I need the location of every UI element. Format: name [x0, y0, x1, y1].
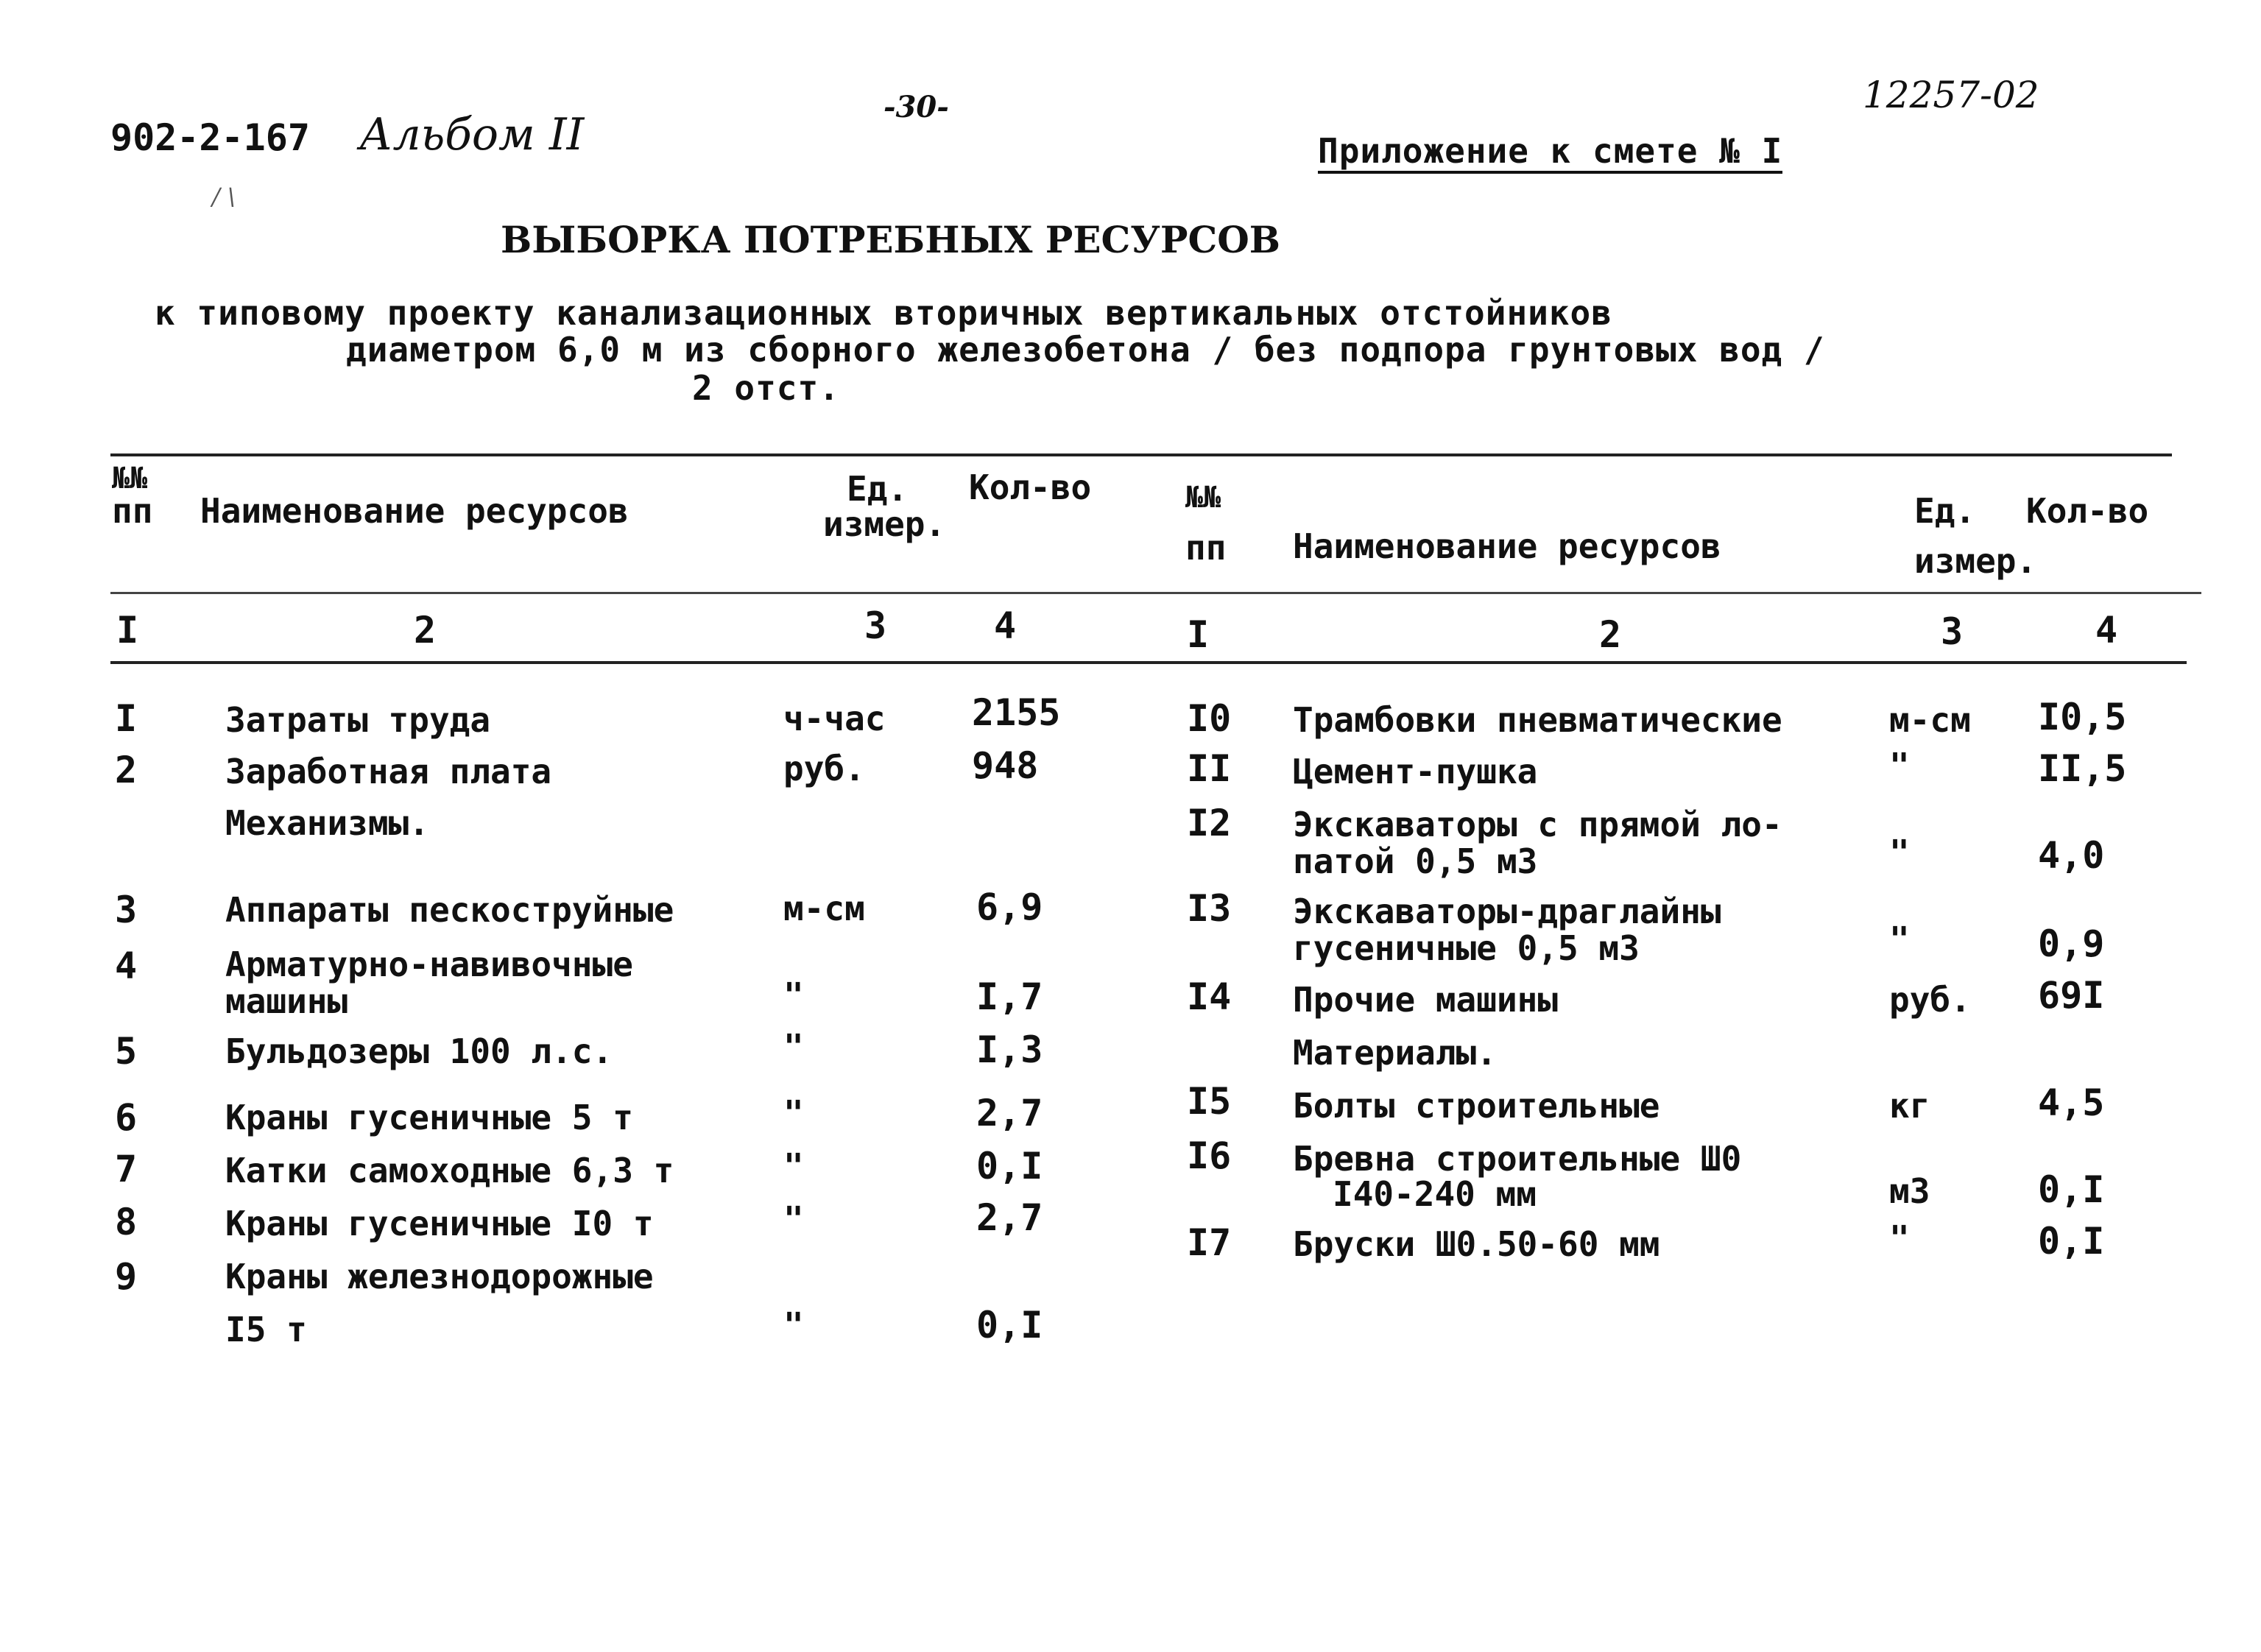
row-number: 6: [115, 1096, 138, 1139]
header-right-num-b: пп: [1185, 528, 1227, 568]
row-unit: ": [783, 1146, 804, 1186]
header-right-qty: Кол-во: [2026, 491, 2149, 531]
row-number: 5: [115, 1030, 138, 1073]
album-label: Альбом II: [359, 109, 585, 160]
title-line-2: диаметром 6,0 м из сборного железобетона / без подпора грунтовых вод /: [346, 330, 1825, 370]
row-number: I4: [1187, 975, 1232, 1018]
row-name: Затраты труда: [225, 700, 491, 740]
section-heading: Материалы.: [1293, 1033, 1497, 1073]
header-num-a: №№: [112, 462, 148, 495]
header-right-unit-a: Ед.: [1914, 491, 1976, 531]
row-number: I: [115, 697, 138, 740]
row-unit: ч-час: [783, 699, 886, 738]
header-right-name: Наименование ресурсов: [1293, 526, 1721, 566]
row-name: Краны гусеничные 5 т: [225, 1098, 633, 1137]
row-number: 8: [115, 1201, 138, 1243]
col-number: 4: [994, 604, 1017, 647]
header-name: Наименование ресурсов: [200, 491, 629, 531]
row-number: 2: [115, 749, 138, 791]
row-number: 3: [115, 889, 138, 931]
row-qty: I,7: [976, 975, 1043, 1018]
row-qty: I0,5: [2038, 696, 2127, 738]
row-unit: ": [1889, 833, 1910, 872]
row-name-continued: машины: [225, 981, 348, 1021]
row-name: Аппараты пескоструйные: [225, 890, 674, 930]
row-qty: 0,I: [976, 1145, 1043, 1187]
row-name-continued: I40-240 мм: [1333, 1174, 1537, 1214]
row-qty: 0,9: [2038, 922, 2105, 965]
row-name: Бульдозеры 100 л.с.: [225, 1031, 613, 1071]
row-name: Цемент-пушка: [1293, 752, 1538, 791]
row-number: I6: [1187, 1134, 1232, 1177]
header-unit-b: измер.: [823, 504, 946, 544]
page-title: ВЫБОРКА ПОТРЕБНЫХ РЕСУРСОВ: [501, 218, 1281, 261]
row-number: I3: [1187, 887, 1232, 930]
row-number: I0: [1187, 697, 1232, 740]
small-mark: / \: [212, 183, 236, 211]
row-name-continued: патой 0,5 м3: [1293, 841, 1538, 881]
row-qty: I,3: [976, 1028, 1043, 1071]
row-name: Арматурно-навивочные: [225, 945, 633, 984]
row-unit: ": [783, 1027, 804, 1067]
header-unit-a: Ед.: [847, 469, 909, 509]
document-number: 12257-02: [1863, 74, 2039, 116]
row-unit: ": [1889, 919, 1910, 959]
row-name: Бревна строительные Ш0: [1293, 1139, 1742, 1179]
title-line-3: 2 отст.: [692, 368, 840, 408]
title-line-1: к типовому проекту канализационных вторичных вертикальных отстойников: [155, 293, 1612, 333]
col-number: 2: [414, 609, 437, 652]
header-num-b: пп: [112, 491, 153, 531]
row-number: I2: [1187, 802, 1232, 844]
row-number: 9: [115, 1255, 138, 1298]
row-name: Катки самоходные 6,3 т: [225, 1151, 674, 1190]
row-qty: 69I: [2038, 974, 2105, 1017]
row-unit: м-см: [1889, 700, 1971, 740]
row-unit: м3: [1889, 1171, 1930, 1211]
row-unit: ": [1889, 1218, 1910, 1258]
document-code: 902-2-167: [110, 116, 310, 159]
row-number: I7: [1187, 1221, 1232, 1264]
page-mark: -30-: [883, 90, 949, 124]
row-qty: 2155: [972, 691, 1061, 734]
col-number: 2: [1599, 613, 1622, 656]
header-rule: [110, 592, 2201, 594]
row-unit: ": [783, 1199, 804, 1239]
row-qty: 0,I: [2038, 1220, 2105, 1263]
col-number: I: [1187, 613, 1210, 656]
header-right-num-a: №№: [1185, 481, 1221, 515]
row-qty: 4,5: [2038, 1081, 2105, 1124]
col-number: 3: [864, 604, 887, 647]
row-number: I5: [1187, 1080, 1232, 1123]
row-qty: II,5: [2038, 747, 2127, 790]
row-qty: 0,I: [2038, 1168, 2105, 1211]
header-right-unit-b: измер.: [1914, 541, 2037, 581]
row-name: Краны железнодорожные: [225, 1257, 654, 1296]
table-top-rule: [110, 453, 2172, 456]
row-unit: руб.: [783, 749, 865, 788]
header-qty: Кол-во: [969, 467, 1092, 507]
appendix-title: Приложение к смете № I: [1318, 131, 1782, 174]
row-unit: ": [783, 1093, 804, 1133]
row-name: Краны гусеничные I0 т: [225, 1204, 654, 1243]
row-name: Трамбовки пневматические: [1293, 700, 1782, 740]
row-number: 7: [115, 1148, 138, 1190]
row-unit: руб.: [1889, 980, 1971, 1020]
row-name: Болты строительные: [1293, 1086, 1660, 1126]
row-qty: 948: [972, 744, 1039, 787]
row-name-continued: I5 т: [225, 1310, 307, 1349]
row-name-continued: гусеничные 0,5 м3: [1293, 928, 1640, 968]
row-name: Заработная плата: [225, 752, 552, 791]
column-number-rule: [110, 661, 2187, 664]
row-qty: 2,7: [976, 1092, 1043, 1134]
col-number: 3: [1941, 610, 1964, 653]
row-qty: 2,7: [976, 1196, 1043, 1239]
row-name: Прочие машины: [1293, 980, 1559, 1020]
row-number: 4: [115, 945, 138, 987]
row-name: Экскаваторы с прямой ло-: [1293, 805, 1782, 844]
col-number: 4: [2095, 609, 2118, 652]
row-unit: ": [783, 1305, 804, 1345]
section-heading: Механизмы.: [225, 803, 429, 843]
row-unit: ": [1889, 746, 1910, 786]
row-name: Бруски Ш0.50-60 мм: [1293, 1224, 1660, 1264]
row-qty: 4,0: [2038, 834, 2105, 877]
row-unit: кг: [1889, 1086, 1930, 1126]
row-qty: 6,9: [976, 886, 1043, 928]
col-number: I: [116, 609, 139, 652]
row-unit: ": [783, 975, 804, 1015]
row-qty: 0,I: [976, 1304, 1043, 1346]
row-name: Экскаваторы-драглайны: [1293, 892, 1721, 931]
row-number: II: [1187, 747, 1232, 790]
row-unit: м-см: [783, 889, 865, 928]
